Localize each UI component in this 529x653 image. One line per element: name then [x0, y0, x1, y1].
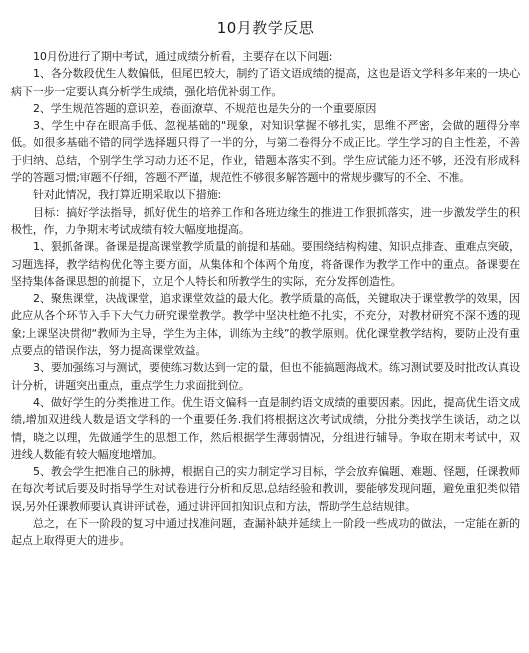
- paragraph-measure-4: 4、做好学生的分类推进工作。优生语文偏科一直是制约语文成绩的重要因素。因此，提高优生语文成绩,增加双进线人数是语文学科的一个重要任务.我们将根据这次考试成绩，分批分类找学生谈话，动之以情，晓之以理，先做通学生的思想工作，然后根据学生薄弱情况，分组进行辅导。争取在期末考试中，双进线人数能有较大幅度地增加。: [11, 395, 520, 461]
- document-title: 10月教学反思: [216, 19, 315, 37]
- paragraph-problem-2: 2、学生规范答题的意识差，卷面潦草、不规范也是失分的一个重要原因: [33, 101, 377, 115]
- paragraph-intro: 10月份进行了期中考试，通过成绩分析看，主要存在以下问题:: [33, 50, 333, 63]
- paragraph-measure-2: 2、聚焦课堂，决战课堂，追求课堂效益的最大化。教学质量的高低，关键取决于课堂教学的效果，因此应从各个环节入手下大气力研究课堂教学。教学中坚决杜绝不扎实，不充分，对教材研究不深不透的现象;上课坚决贯彻“教师为主导，学生为主体，训练为主线”的教学原则。优化课堂教学结构，要防止没有重点要点的错误作法，努力提高课堂效益。: [11, 292, 520, 358]
- paragraph-conclusion: 总之，在下一阶段的复习中通过找准问题，查漏补缺并延续上一阶段一些成功的做法，一定能在新的起点上取得更大的进步。: [11, 517, 520, 548]
- paragraph-goal: 目标：搞好学法指导，抓好优生的培养工作和各班边缘生的推进工作狠抓落实，进一步激发学生的积极性，作，力争期末考试成绩有较大幅度地提高。: [11, 205, 520, 236]
- paragraph-measure-5: 5、教会学生把准自己的脉搏，根据自己的实力制定学习目标，学会放弃偏题、难题、怪题，任课教师在每次考试后要及时指导学生对试卷进行分析和反思,总结经验和教训，要能够发现问题，避免重犯类似错误,另外任课教师要认真讲评试卷，通过讲评回扣知识点和方法，帮助学生总结规律。: [11, 465, 520, 513]
- paragraph-problem-3: 3、学生中存在眼高手低、忽视基础的"现象，对知识掌握不够扎实，思维不严密，会做的题得分率低。如很多基础不错的同学选择题只得了一半的分，与第二卷得分不成正比。学生学习的自主性差，不善于归纳、总结，个别学生学习动力还不足，作业，错题本落实不到。学生应试能力还不够，还没有形成科学的答题习惯;审题不仔细，答题不严谨，规范性不够很多解答题中的常规步骤写的不全、不准。: [11, 119, 520, 185]
- paragraph-measure-1: 1、狠抓备课。备课是提高课堂教学质量的前提和基础。要围绕结构构建、知识点排查、重难点突破，习题选择，教学结构优化等主要方面，从集体和个体两个角度，将备课作为教学工作中的重点。备课要在坚持集体备课思想的前提下，立足个人特长和所教学生的实际，充分发挥创造性。: [11, 240, 520, 288]
- paragraph-measures-intro: 针对此情况，我打算近期采取以下措施:: [33, 188, 222, 202]
- paragraph-problem-1: 1、各分数段优生人数偏低，但尾巴较大，制约了语文语成绩的提高，这也是语文学科多年来的一块心病下一步一定要认真分析学生成绩，强化培优补弱工作。: [11, 67, 520, 98]
- paragraph-measure-3: 3、要加强练习与测试，要使练习数达到一定的量，但也不能搞题海战术。练习测试要及时批改认真设计分析，讲题突出重点，重点学生力求面批到位。: [11, 361, 520, 392]
